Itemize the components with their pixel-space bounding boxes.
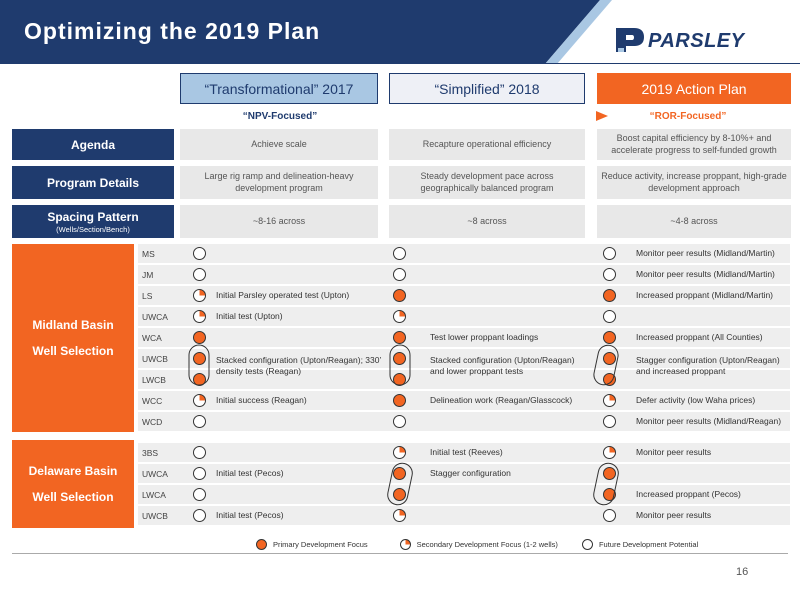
legend-future-icon	[582, 539, 593, 550]
secondary-focus-icon	[193, 394, 206, 407]
primary-focus-icon	[603, 467, 616, 480]
legend-secondary-label: Secondary Development Focus (1-2 wells)	[416, 539, 558, 549]
row-note: Monitor peer results (Midland/Martin)	[636, 269, 775, 280]
row-note: Initial success (Reagan)	[216, 395, 307, 406]
legend-secondary-icon	[400, 539, 411, 550]
legend-primary-icon	[256, 539, 267, 550]
future-focus-icon	[603, 268, 616, 281]
row-note: Increased proppant (All Counties)	[636, 332, 763, 343]
npv-focused-label: “NPV-Focused”	[242, 110, 318, 122]
agenda-2019: Boost capital efficiency by 8-10%+ and accelerate progress to self-funded growth	[597, 129, 791, 160]
midland-merged-note-2017: Stacked configuration (Upton/Reagan); 330’ density tests (Reagan)	[216, 355, 382, 376]
agenda-2018: Recapture operational efficiency	[389, 129, 585, 160]
secondary-focus-icon	[193, 310, 206, 323]
row-note: Increased proppant (Pecos)	[636, 489, 741, 500]
row-code: WCC	[142, 395, 163, 406]
primary-focus-icon	[393, 488, 406, 501]
agenda-2017: Achieve scale	[180, 129, 378, 160]
row-note: Test lower proppant loadings	[430, 332, 539, 343]
primary-focus-icon	[603, 373, 616, 386]
spacing-2017: ~8-16 across	[180, 205, 378, 238]
row-code: JM	[142, 269, 154, 280]
secondary-focus-icon	[393, 509, 406, 522]
footer-divider	[12, 553, 788, 554]
row-code: WCA	[142, 332, 162, 343]
row-code: 3BS	[142, 447, 159, 458]
primary-focus-icon	[603, 331, 616, 344]
primary-focus-icon	[393, 394, 406, 407]
row-note: Initial test (Pecos)	[216, 510, 284, 521]
spacing-2018: ~8 across	[389, 205, 585, 238]
row-code: LWCB	[142, 374, 166, 385]
future-focus-icon	[193, 467, 206, 480]
delaware-basin-label: Delaware Basin Well Selection	[12, 440, 134, 528]
primary-focus-icon	[193, 373, 206, 386]
row-code: UWCA	[142, 468, 168, 479]
primary-focus-icon	[603, 289, 616, 302]
future-focus-icon	[193, 446, 206, 459]
row-note: Monitor peer results (Midland/Reagan)	[636, 416, 782, 427]
row-code: MS	[142, 248, 155, 259]
row-code: WCD	[142, 416, 163, 427]
future-focus-icon	[393, 415, 406, 428]
row-note: Increased proppant (Midland/Martin)	[636, 290, 774, 301]
secondary-focus-icon	[193, 289, 206, 302]
spacing-pattern-label: Spacing Pattern (Wells/Section/Bench)	[12, 205, 174, 238]
future-focus-icon	[193, 247, 206, 260]
secondary-focus-icon	[393, 310, 406, 323]
primary-focus-icon	[393, 331, 406, 344]
primary-focus-icon	[193, 331, 206, 344]
future-focus-icon	[603, 509, 616, 522]
row-note: Monitor peer results	[636, 447, 712, 458]
agenda-label: Agenda	[12, 129, 174, 160]
secondary-focus-icon	[393, 446, 406, 459]
parsley-logo-icon	[614, 26, 646, 54]
midland-basin-label: Midland Basin Well Selection	[12, 244, 134, 432]
primary-focus-icon	[393, 289, 406, 302]
spacing-2019: ~4-8 across	[597, 205, 791, 238]
row-note: Defer activity (low Waha prices)	[636, 395, 756, 406]
program-details-label: Program Details	[12, 166, 174, 199]
future-focus-icon	[393, 268, 406, 281]
row-note: Delineation work (Reagan/Glasscock)	[430, 395, 573, 406]
midland-merged-note-2018: Stacked configuration (Upton/Reagan) and lower proppant tests	[430, 355, 575, 376]
future-focus-icon	[193, 488, 206, 501]
secondary-focus-icon	[603, 446, 616, 459]
future-focus-icon	[603, 415, 616, 428]
row-note: Initial test (Pecos)	[216, 468, 284, 479]
row-note: Initial Parsley operated test (Upton)	[216, 290, 350, 301]
row-code: LS	[142, 290, 153, 301]
program-2017: Large rig ramp and delineation-heavy development program	[180, 166, 378, 199]
future-focus-icon	[193, 415, 206, 428]
column-header-2018: “Simplified” 2018	[389, 73, 585, 104]
secondary-focus-icon	[603, 394, 616, 407]
row-note: Initial test (Upton)	[216, 311, 283, 322]
page-title: Optimizing the 2019 Plan	[24, 18, 321, 44]
parsley-logo-text: PARSLEY	[648, 30, 745, 52]
focus-shift-arrow	[340, 110, 610, 122]
column-header-2017: “Transformational” 2017	[180, 73, 378, 104]
row-note: Monitor peer results (Midland/Martin)	[636, 248, 775, 259]
future-focus-icon	[393, 247, 406, 260]
primary-focus-icon	[393, 352, 406, 365]
primary-focus-icon	[603, 488, 616, 501]
row-code: UWCA	[142, 311, 168, 322]
ror-focused-label: “ROR-Focused”	[649, 110, 727, 122]
legend-future-label: Future Development Potential	[598, 539, 699, 549]
row-note: Stagger configuration	[430, 468, 511, 479]
program-2018: Steady development pace across geographically balanced program	[389, 166, 585, 199]
legend	[256, 537, 716, 551]
row-note: Monitor peer results	[636, 510, 712, 521]
midland-merged-note-2019: Stagger configuration (Upton/Reagan) and increased proppant	[636, 355, 780, 376]
primary-focus-icon	[193, 352, 206, 365]
page-number: 16	[736, 566, 749, 578]
future-focus-icon	[603, 310, 616, 323]
row-code: UWCB	[142, 510, 168, 521]
primary-focus-icon	[603, 352, 616, 365]
column-header-2019: 2019 Action Plan	[597, 73, 791, 104]
row-note: Initial test (Reeves)	[430, 447, 503, 458]
future-focus-icon	[193, 509, 206, 522]
row-code: LWCA	[142, 489, 166, 500]
row-code: UWCB	[142, 353, 168, 364]
future-focus-icon	[193, 268, 206, 281]
legend-primary-label: Primary Development Focus	[273, 539, 368, 549]
primary-focus-icon	[393, 467, 406, 480]
future-focus-icon	[603, 247, 616, 260]
program-2019: Reduce activity, increase proppant, high-grade development approach	[597, 166, 791, 199]
primary-focus-icon	[393, 373, 406, 386]
